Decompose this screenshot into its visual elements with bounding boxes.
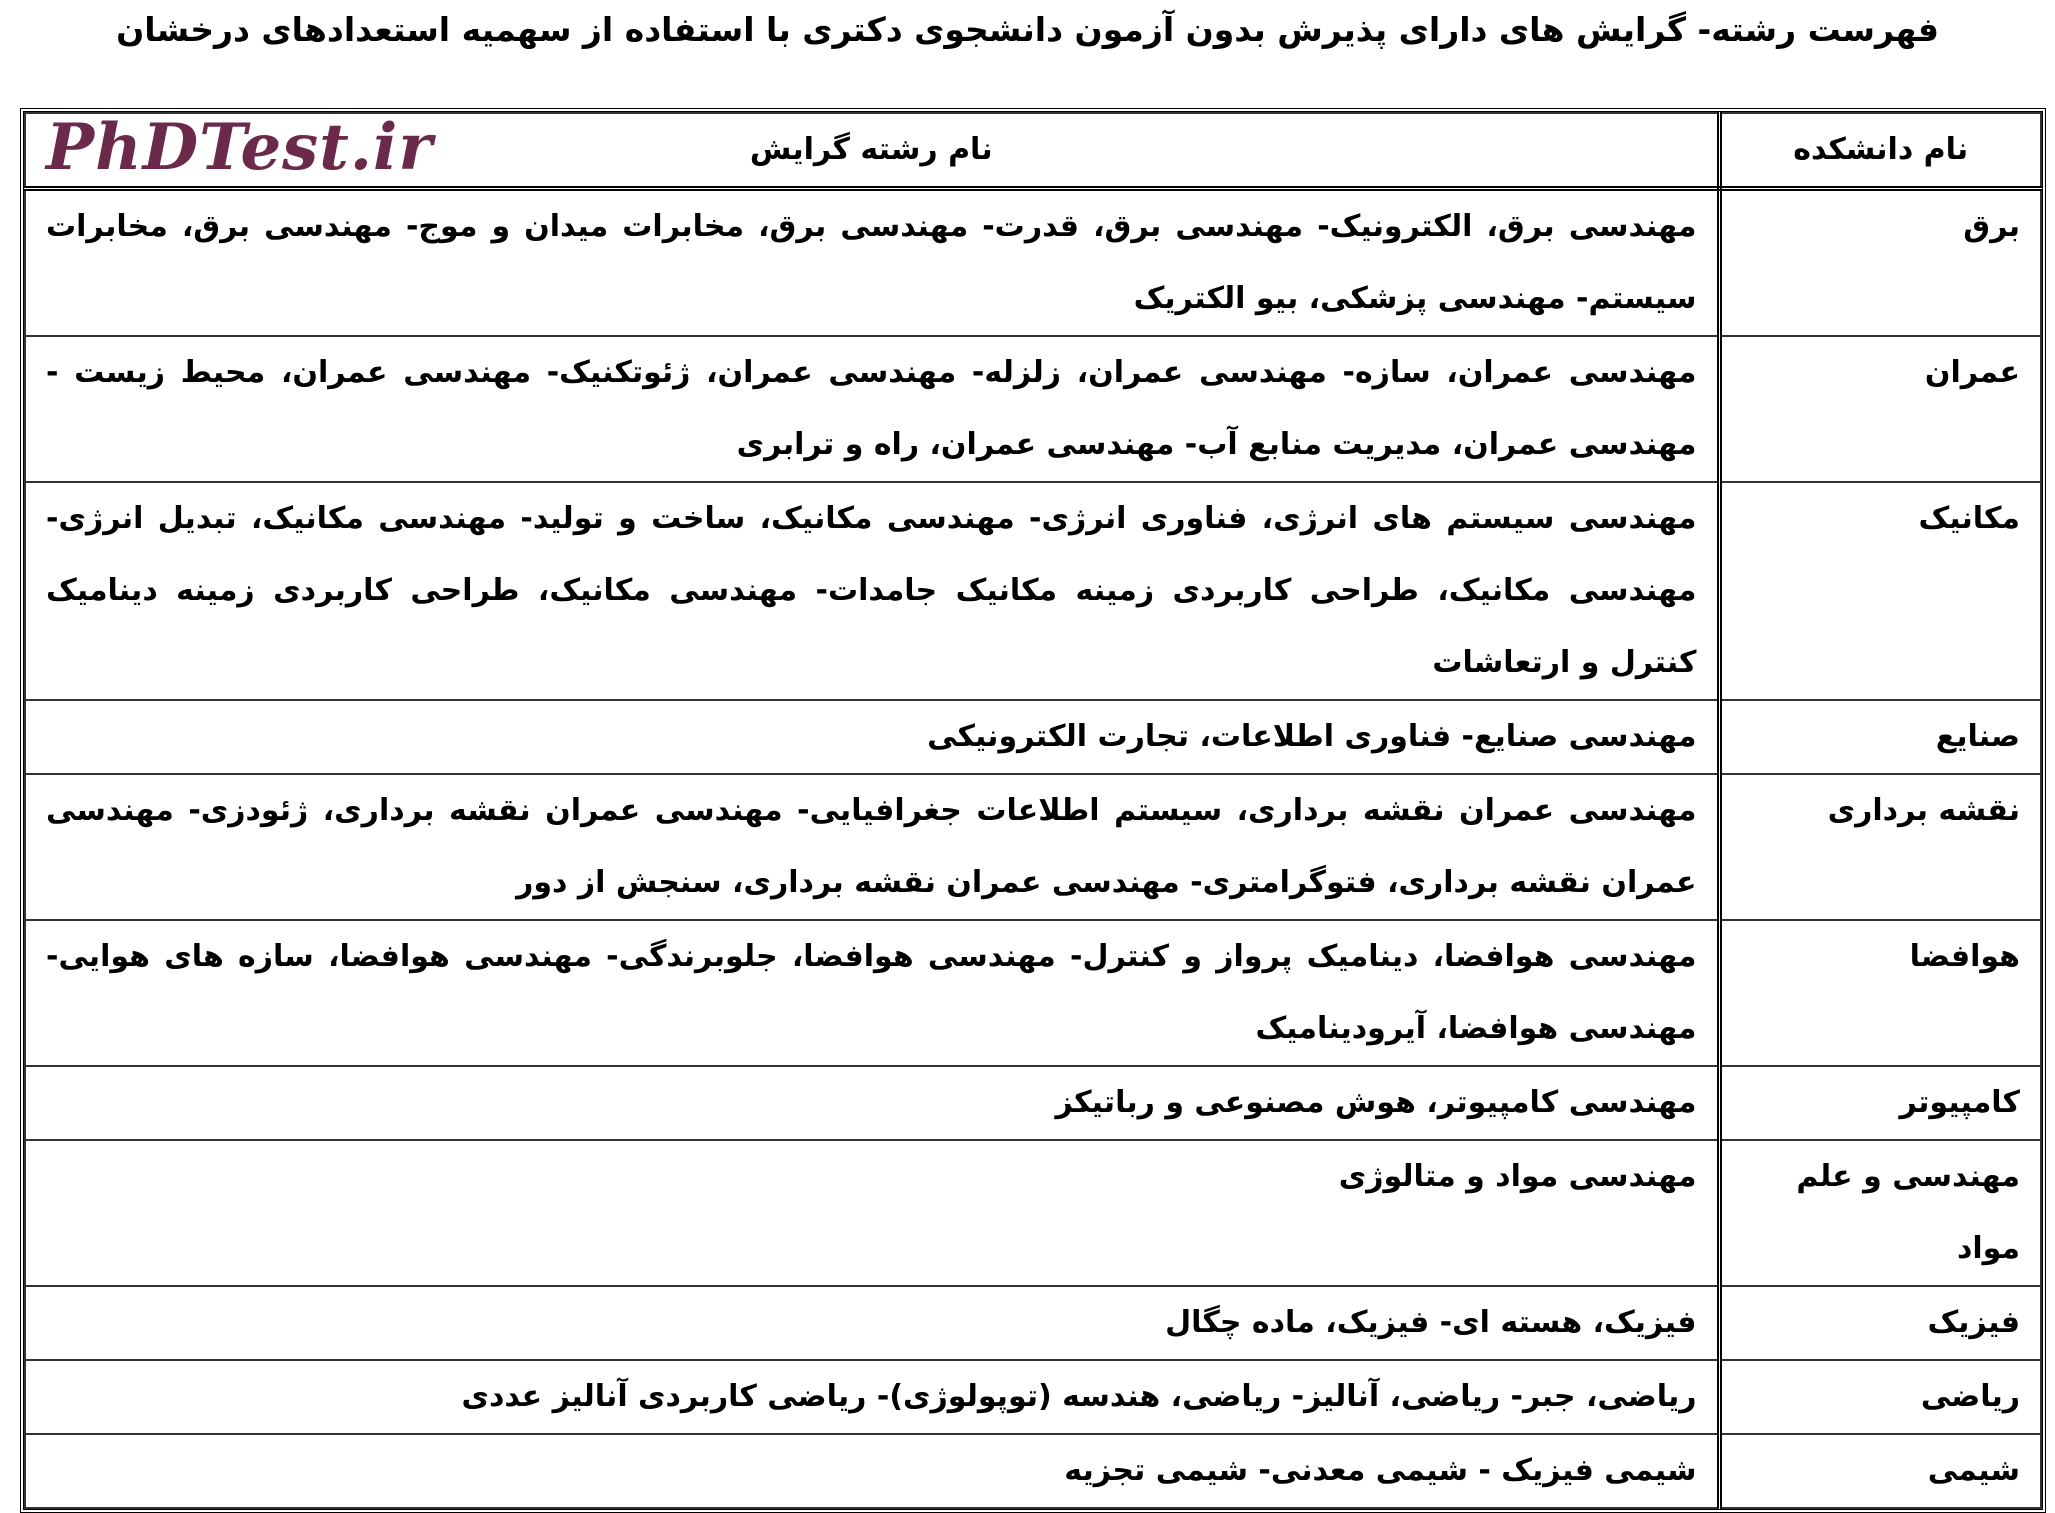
fields-cell: مهندسی هوافضا، دینامیک پرواز و کنترل- مهندسی هوافضا، جلوبرندگی- مهندسی هوافضا، سازه های هوایی- مهندسی هوافضا، آیرودینامیک: [25, 920, 1719, 1066]
faculty-cell: صنایع: [1719, 700, 2041, 774]
faculty-cell: مهندسی و علم مواد: [1719, 1140, 2041, 1286]
fields-table: [20, 108, 2046, 1513]
header-fields-label: نام رشته گرایش: [749, 132, 993, 167]
faculty-cell: ریاضی: [1719, 1360, 2041, 1434]
table-row: [25, 1066, 2041, 1140]
faculty-cell: برق: [1719, 189, 2041, 337]
table-row: [25, 1434, 2041, 1508]
table-row: [25, 1286, 2041, 1360]
table-row: [25, 1140, 2041, 1286]
faculty-cell: عمران: [1719, 336, 2041, 482]
document-title: فهرست رشته- گرایش های دارای پذیرش بدون آزمون دانشجوی دکتری با استفاده از سهمیه استعدادهای درخشان: [116, 10, 1939, 49]
fields-cell: مهندسی برق، الکترونیک- مهندسی برق، قدرت- مهندسی برق، مخابرات میدان و موج- مهندسی برق، مخابرات سیستم- مهندسی پزشکی، بیو الکتریک: [25, 189, 1719, 337]
fields-cell: مهندسی عمران نقشه برداری، سیستم اطلاعات جغرافیایی- مهندسی عمران نقشه برداری، ژئودزی- مهندسی عمران نقشه برداری، فتوگرامتری- مهندسی عمران نقشه برداری، سنجش از دور: [25, 774, 1719, 920]
fields-cell: ریاضی، جبر- ریاضی، آنالیز- ریاضی، هندسه (توپولوژی)- ریاضی کاربردی آنالیز عددی: [25, 1360, 1719, 1434]
faculty-cell: نقشه برداری: [1719, 774, 2041, 920]
fields-cell: شیمی فیزیک - شیمی معدنی- شیمی تجزیه: [25, 1434, 1719, 1508]
fields-cell: مهندسی عمران، سازه- مهندسی عمران، زلزله- مهندسی عمران، ژئوتکنیک- مهندسی عمران، محیط زیست - مهندسی عمران، مدیریت منابع آب- مهندسی عمران، راه و ترابری: [25, 336, 1719, 482]
table-row: [25, 1360, 2041, 1434]
fields-cell: مهندسی صنایع- فناوری اطلاعات، تجارت الکترونیکی: [25, 700, 1719, 774]
table-header-row: [25, 113, 2041, 189]
fields-cell: مهندسی کامپیوتر، هوش مصنوعی و رباتیکز: [25, 1066, 1719, 1140]
fields-cell: مهندسی سیستم های انرژی، فناوری انرژی- مهندسی مکانیک، ساخت و تولید- مهندسی مکانیک، تبدیل انرژی- مهندسی مکانیک، طراحی کاربردی زمینه مکانیک جامدات- مهندسی مکانیک، طراحی کاربردی زمینه دینامیک کنترل و ارتعاشات: [25, 482, 1719, 700]
table-row: [25, 336, 2041, 482]
table-row: [25, 189, 2041, 337]
table-row: [25, 920, 2041, 1066]
header-fields: [25, 110, 1719, 189]
faculty-cell: هوافضا: [1719, 920, 2041, 1066]
phdtest-logo: PhDTest.ir: [46, 110, 434, 185]
faculty-cell: فیزیک: [1719, 1286, 2041, 1360]
table-row: [25, 482, 2041, 700]
faculty-cell: کامپیوتر: [1719, 1066, 2041, 1140]
fields-cell: مهندسی مواد و متالوژی: [25, 1140, 1719, 1286]
header-faculty: نام دانشکده: [1719, 113, 2041, 189]
table-row: [25, 774, 2041, 920]
faculty-cell: شیمی: [1719, 1434, 2041, 1508]
faculty-cell: مکانیک: [1719, 482, 2041, 700]
fields-cell: فیزیک، هسته ای- فیزیک، ماده چگال: [25, 1286, 1719, 1360]
table-row: [25, 700, 2041, 774]
